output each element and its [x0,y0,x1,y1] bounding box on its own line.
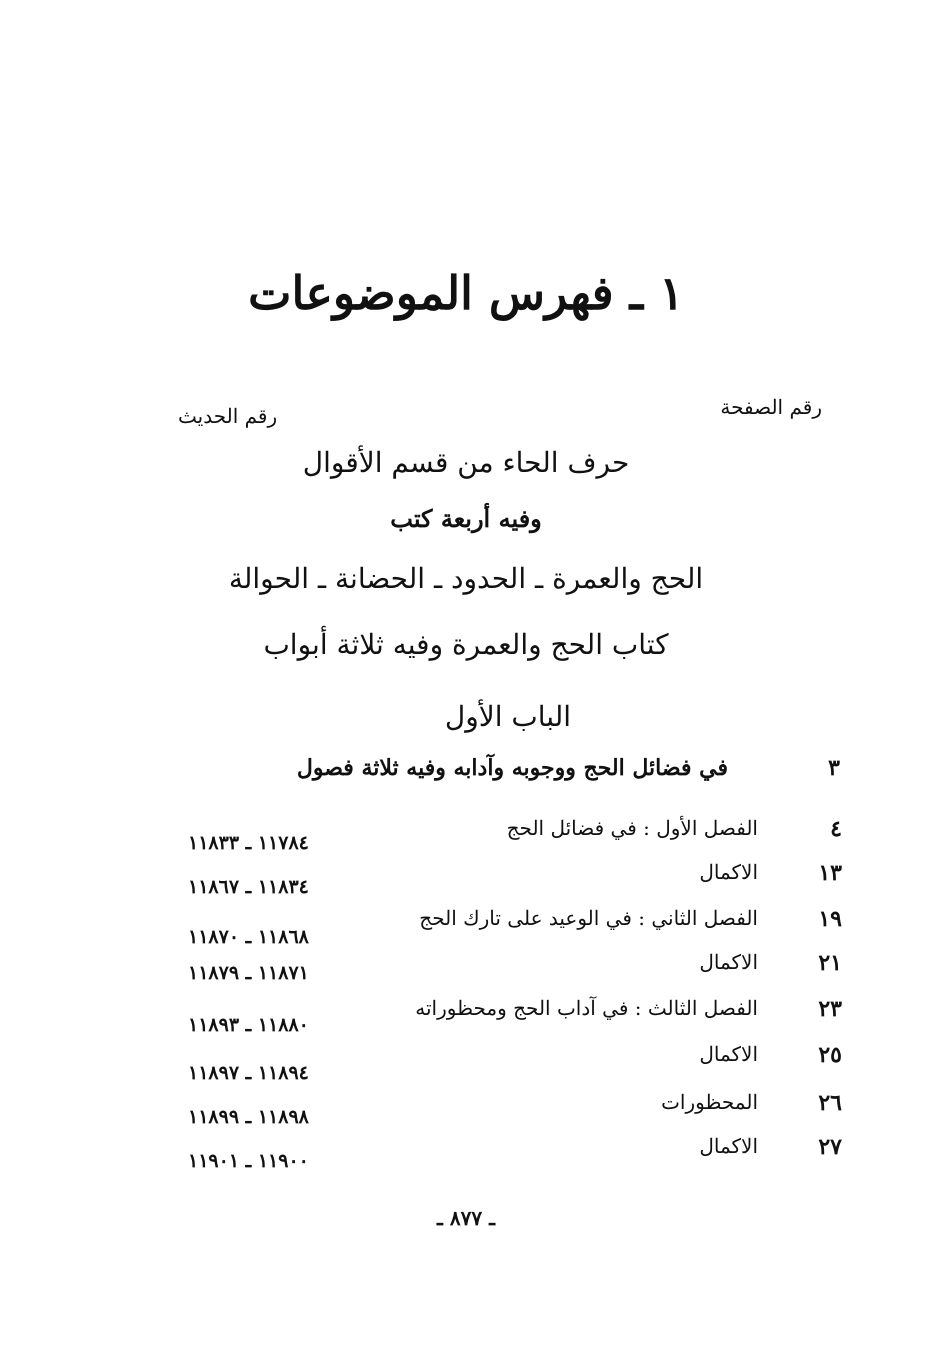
entry-page-number: ١٣ [818,860,842,886]
entry-page-number: ٤ [830,816,842,842]
entry-topic: الاكمال [699,860,758,884]
entry-topic: الفصل الثالث : في آداب الحج ومحظوراته [415,996,758,1020]
index-entry [0,1134,932,1174]
entry-page-number: ٢٦ [818,1090,842,1116]
entry-page-number: ٢٧ [818,1134,842,1160]
index-entry [0,860,932,900]
hadith-range: ١١٨٨٠ ـ ١١٨٩٣ [188,1014,309,1036]
entry-topic: الفصل الأول : في فضائل الحج [506,816,758,840]
hadith-number-column-header: رقم الحديث [178,404,278,428]
entry-topic: الاكمال [699,1134,758,1158]
entry-topic: الفصل الثاني : في الوعيد على تارك الحج [419,906,758,930]
hadith-range: ١١٨٦٨ ـ ١١٨٧٠ [188,926,309,948]
entry-topic: المحظورات [661,1090,758,1114]
page-footer-number: ـ ٨٧٧ ـ [437,1206,495,1230]
entry-page-number: ١٩ [818,906,842,932]
entry-page-number: ٢١ [818,950,842,976]
index-entry [0,950,932,990]
hadith-range: ١١٧٨٤ ـ ١١٨٣٣ [188,832,309,854]
page-number-column-header: رقم الصفحة [720,395,822,419]
bab-heading: الباب الأول [444,700,572,733]
index-entry [0,906,932,946]
hadith-range: ١١٩٠٠ ـ ١١٩٠١ [188,1150,309,1172]
chapter-title: في فضائل الحج ووجوبه وآدابه وفيه ثلاثة فصول [296,755,728,781]
hadith-range: ١١٨٩٨ ـ ١١٨٩٩ [188,1106,309,1128]
hadith-range: ١١٨٧١ ـ ١١٨٧٩ [188,962,309,984]
books-count-heading: وفيه أربعة كتب [390,504,542,533]
books-list-heading: الحج والعمرة ـ الحدود ـ الحضانة ـ الحوالة [228,562,704,595]
entry-topic: الاكمال [699,950,758,974]
entry-topic: الاكمال [699,1042,758,1066]
entry-page-number: ٢٣ [818,996,842,1022]
index-entry [0,1090,932,1130]
section-letter-heading: حرف الحاء من قسم الأقوال [302,446,630,479]
index-entry [0,1042,932,1082]
index-entry [0,816,932,856]
hadith-range: ١١٨٣٤ ـ ١١٨٦٧ [188,876,309,898]
index-entry [0,996,932,1036]
page-title: ١ ـ فهرس الموضوعات [248,266,684,320]
hadith-range: ١١٨٩٤ ـ ١١٨٩٧ [188,1062,309,1084]
kitab-heading: كتاب الحج والعمرة وفيه ثلاثة أبواب [263,628,669,661]
chapter-page-number: ٣ [828,755,840,781]
entry-page-number: ٢٥ [818,1042,842,1068]
